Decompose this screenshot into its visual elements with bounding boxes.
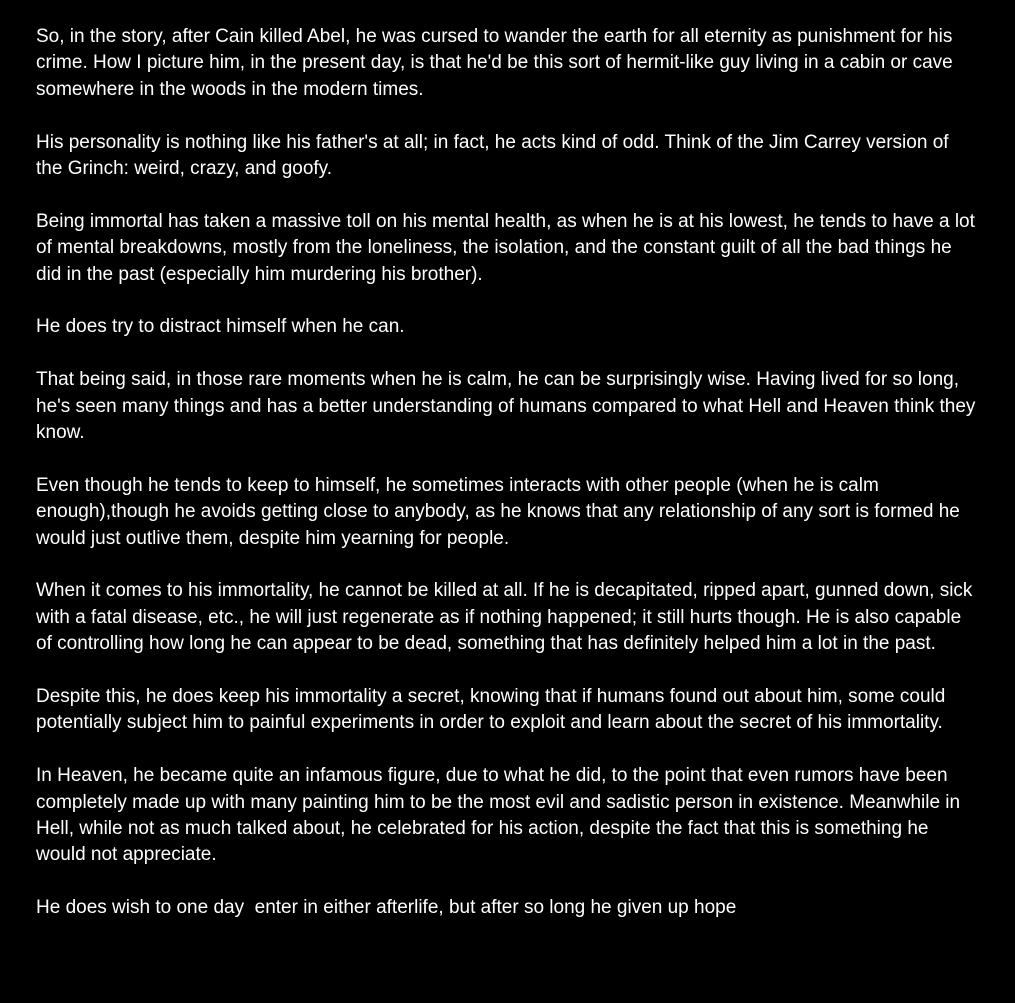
paragraph-1: So, in the story, after Cain killed Abel, he was cursed to wander the earth for all eternity as punishment for his crime. How I picture him, in the present day, is that he'd be this sort of hermit-like guy living in a cabin or cave somewhere in the woods in the modern times.	[36, 26, 959, 100]
paragraph-5: That being said, in those rare moments when he is calm, he can be surprisingly wise. Having lived for so long, he's seen many things and has a better understanding of humans compared to what Hell and Heaven think they know.	[36, 369, 981, 444]
paragraph-6: Even though he tends to keep to himself, he sometimes interacts with other people (when he is calm enough),though he avoids getting close to anybody, as he knows that any relationship of any sort is formed he would just outlive them, despite him yearning for people.	[36, 474, 966, 549]
paragraph-2: His personality is nothing like his father's at all; in fact, he acts kind of odd. Think of the Jim Carrey version of the Grinch: weird, crazy, and goofy.	[36, 131, 954, 180]
paragraph-9: In Heaven, he became quite an infamous figure, due to what he did, to the point that even rumors have been completely made up with many painting him to be the most evil and sadistic person in existence. Meanwhile in Hell, while not as much talked about, he celebrated for his action, despite the fact that this is something he would not appreciate.	[36, 765, 966, 866]
paragraph-10: He does wish to one day enter in either afterlife, but after so long he given up hope	[36, 897, 737, 919]
paragraph-7: When it comes to his immortality, he cannot be killed at all. If he is decapitated, ripped apart, gunned down, sick with a fatal disease, etc., he will just regenerate as if nothing happened; it still hurts though. He is also capable of controlling how long he can appear to be dead, something that has definitely helped him a lot in the past.	[36, 580, 978, 655]
paragraph-8: Despite this, he does keep his immortality a secret, knowing that if humans found out about him, some could potentially subject him to painful experiments in order to exploit and learn about the secret of his immortality.	[36, 686, 951, 734]
paragraph-4: He does try to distract himself when he can.	[36, 316, 405, 338]
paragraph-3: Being immortal has taken a massive toll on his mental health, as when he is at his lowest, he tends to have a lot of mental breakdowns, mostly from the loneliness, the isolation, and the constant guilt of all the bad things he did in the past (especially him murdering his brother).	[36, 210, 981, 285]
